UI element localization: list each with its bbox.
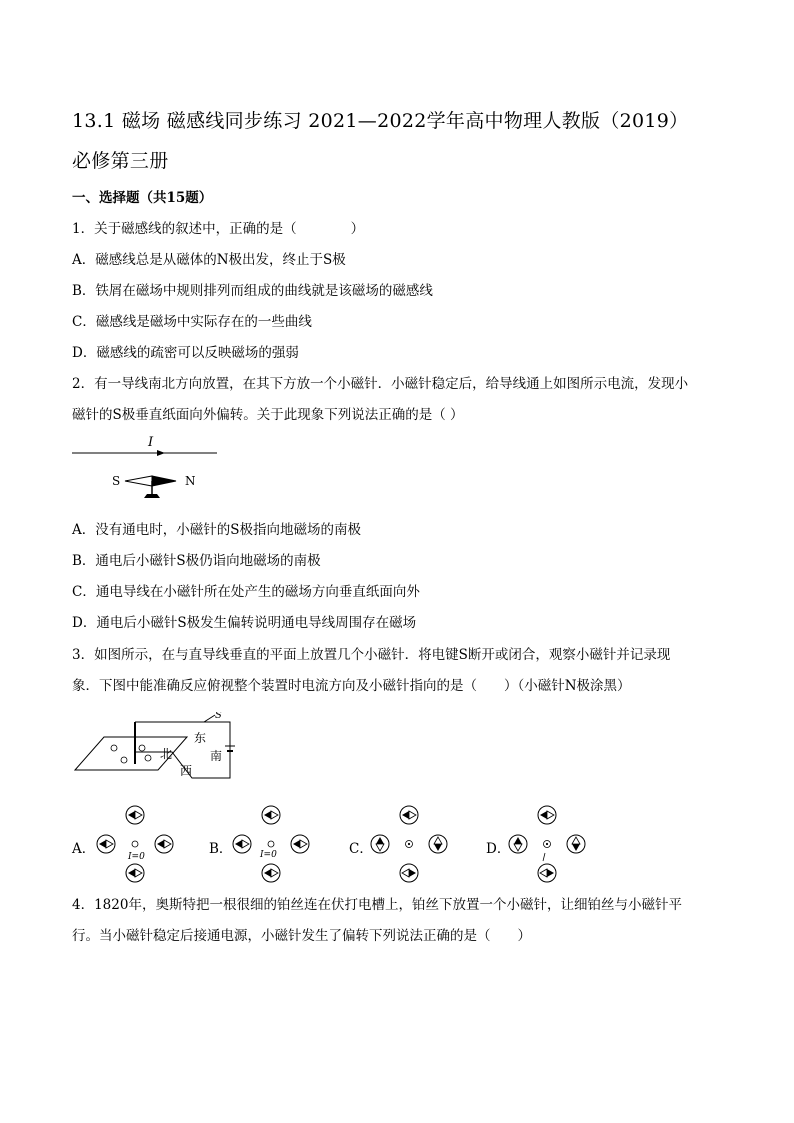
wire-cross-section bbox=[132, 841, 138, 847]
q3-option-a-figure bbox=[96, 805, 174, 883]
compass-right bbox=[567, 835, 585, 853]
q3-option-b-figure bbox=[232, 805, 310, 883]
q1-option-c: C．磁感线是磁场中实际存在的一些曲线 bbox=[72, 314, 312, 330]
document-title-line-2: 必修第三册 bbox=[72, 150, 169, 172]
compass-left bbox=[509, 835, 527, 853]
compass-bottom bbox=[400, 864, 418, 882]
q2-option-c: C．通电导线在小磁针所在处产生的磁场方向垂直纸面向外 bbox=[72, 584, 420, 600]
compass-top bbox=[400, 806, 418, 824]
q3-apparatus-figure bbox=[72, 712, 242, 784]
q1-option-d: D．磁感线的疏密可以反映磁场的强弱 bbox=[72, 345, 299, 361]
compass-right bbox=[291, 835, 309, 853]
q1-option-a: A．磁感线总是从磁体的N极出发，终止于S极 bbox=[72, 252, 346, 268]
current-label: I bbox=[148, 435, 154, 450]
q3-stem-line-2: 象．下图中能准确反应俯视整个装置时电流方向及小磁针指向的是（ ）（小磁针N极涂黑） bbox=[72, 678, 631, 694]
compass-top bbox=[262, 806, 280, 824]
switch-lever bbox=[204, 715, 215, 722]
compass-bottom bbox=[126, 864, 144, 882]
switch-label: S bbox=[215, 712, 222, 721]
east-label: 东 bbox=[194, 731, 207, 745]
south-direction-label: 南 bbox=[210, 749, 223, 763]
compass-top bbox=[538, 806, 556, 824]
q3-option-d-label: D． bbox=[486, 841, 511, 857]
compass-base bbox=[144, 494, 160, 498]
north-label: N bbox=[185, 474, 196, 488]
compass-top bbox=[126, 806, 144, 824]
wire-cross-section bbox=[268, 841, 274, 847]
q2-option-a: A．没有通电时，小磁针的S极指向地磁场的南极 bbox=[72, 522, 361, 538]
compass-left bbox=[371, 835, 389, 853]
compass-right bbox=[155, 835, 173, 853]
q1-option-b: B．铁屑在磁场中规则排列而组成的曲线就是该磁场的磁感线 bbox=[72, 283, 433, 299]
needle-north-half bbox=[152, 476, 176, 486]
small-compasses bbox=[111, 745, 151, 763]
south-label: S bbox=[112, 474, 121, 488]
north-direction-label: 北 bbox=[160, 747, 173, 761]
q3-stem-line-1: 3．如图所示，在与直导线垂直的平面上放置几个小磁针．将电键S断开或闭合，观察小磁针并记录现 bbox=[72, 647, 671, 663]
compass-bottom bbox=[538, 864, 556, 882]
compass-bottom bbox=[262, 864, 280, 882]
q2-stem-line-2: 磁针的S极垂直纸面向外偏转。关于此现象下列说法正确的是（ ） bbox=[72, 407, 464, 423]
q3-option-a-label: A． bbox=[72, 841, 96, 857]
current-direction-tick bbox=[543, 853, 545, 861]
q4-stem-line-1: 4．1820年，奥斯特把一根很细的铂丝连在伏打电槽上，铂丝下放置一个小磁针，让细铂丝与小磁针平 bbox=[72, 897, 682, 913]
current-arrow bbox=[157, 450, 165, 456]
section-heading: 一、选择题（共15题） bbox=[72, 190, 213, 206]
q1-stem: 1．关于磁感线的叙述中，正确的是（ ） bbox=[72, 221, 365, 237]
compass-right bbox=[429, 835, 447, 853]
current-out-of-page-symbol bbox=[406, 841, 413, 848]
q4-stem-line-2: 行。当小磁针稳定后接通电源，小磁针发生了偏转下列说法正确的是（ ） bbox=[72, 928, 531, 944]
q2-option-b: B．通电后小磁针S极仍诣向地磁场的南极 bbox=[72, 553, 321, 569]
document-title-line-1: 13.1 磁场 磁感线同步练习 2021—2022学年高中物理人教版（2019） bbox=[72, 110, 689, 132]
needle-south-half bbox=[125, 476, 152, 486]
current-zero-label: I=0 bbox=[128, 852, 145, 862]
q3-option-b-label: B． bbox=[209, 841, 233, 857]
q3-option-c-label: C． bbox=[349, 841, 373, 857]
q3-option-d-figure bbox=[508, 805, 586, 883]
q2-wire-compass-figure bbox=[72, 432, 222, 502]
q2-option-d: D．通电后小磁针S极发生偏转说明通电导线周围存在磁场 bbox=[72, 615, 417, 631]
west-label: 西 bbox=[180, 764, 193, 778]
current-out-of-page-symbol bbox=[544, 841, 551, 848]
q2-stem-line-1: 2．有一导线南北方向放置，在其下方放一个小磁针．小磁针稳定后，给导线通上如图所示电流，发现小 bbox=[72, 376, 689, 392]
current-zero-label: I=0 bbox=[260, 850, 277, 860]
compass-left bbox=[97, 835, 115, 853]
q3-option-c-figure bbox=[370, 805, 448, 883]
compass-left bbox=[233, 835, 251, 853]
